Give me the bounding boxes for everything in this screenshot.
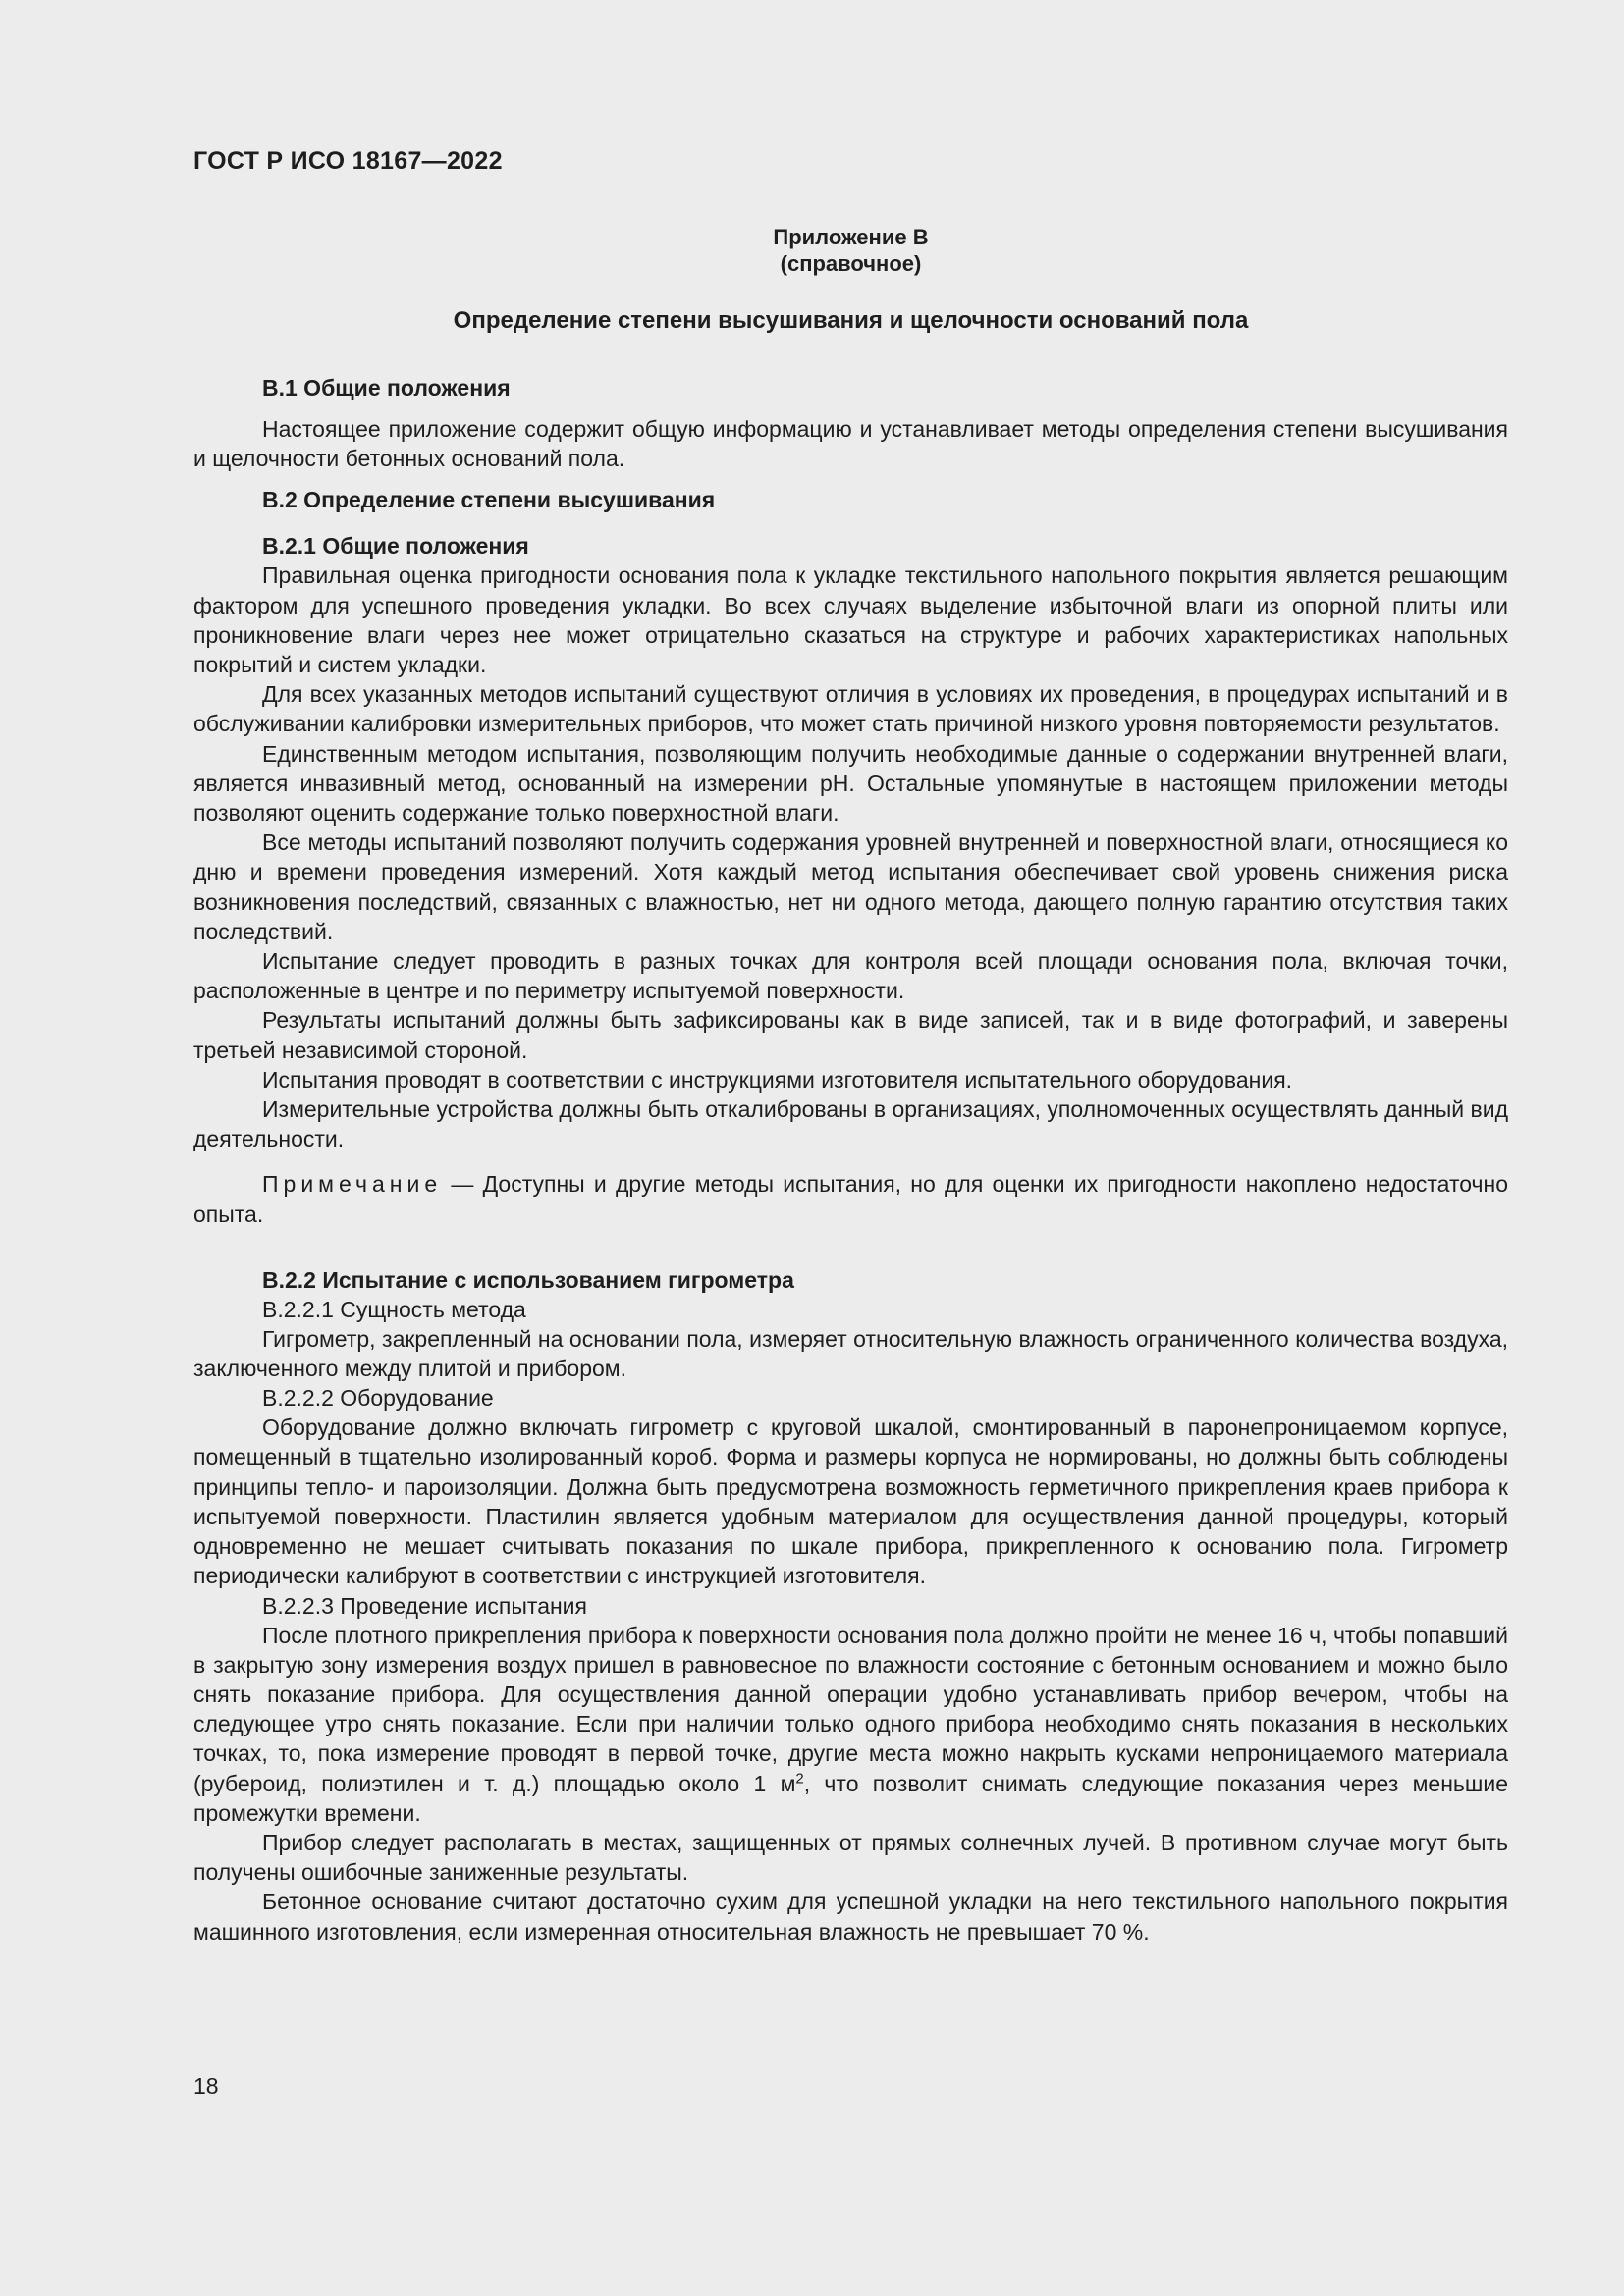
paragraph-part: , что позволит снимать следующие показания через меньшие промежутки времени. <box>193 1770 1509 1826</box>
paragraph: Правильная оценка пригодности основания пола к укладке текстильного напольного покрытия является решающим фактором для успешного проведения укладки. Во всех случаях выделение избыточной влаги из опорной плиты или проникновение влаги через нее может отрицательно сказаться на структуре и рабочих характеристиках напольных покрытий и систем укладки. <box>193 562 1508 678</box>
paragraph: Единственным методом испытания, позволяющим получить необходимые данные о содержании внутренней влаги, является инвазивный метод, основанный на измерении pH. Остальные упомянутые в настоящем приложении методы позволяют оценить содержание только поверхностной влаги. <box>193 740 1508 827</box>
note-text: Доступны и другие методы испытания, но для оценки их пригодности накоплено недостаточно опыта. <box>193 1171 1509 1227</box>
paragraph: Испытание следует проводить в разных точках для контроля всей площади основания пола, включая точки, расположенные в центре и по периметру испытуемой поверхности. <box>193 948 1508 1004</box>
note <box>193 1169 1508 1228</box>
paragraph: Для всех указанных методов испытаний существуют отличия в условиях их проведения, в процедурах испытаний и в обслуживании калибровки измерительных приборов, что может стать причиной низкого уровня повторяемости результатов. <box>193 681 1508 737</box>
section-b2-heading: В.2 Определение степени высушивания <box>262 487 716 513</box>
section-b223-heading: В.2.2.3 Проведение испытания <box>262 1592 587 1619</box>
section-b22-heading: В.2.2 Испытание с использованием гигрометра <box>262 1266 794 1293</box>
paragraph: Результаты испытаний должны быть зафиксированы как в виде записей, так и в виде фотографий, и заверены третьей независимой стороной. <box>193 1007 1508 1063</box>
appendix-type: (справочное) <box>780 251 922 276</box>
section-b222-heading: В.2.2.2 Оборудование <box>262 1385 494 1412</box>
appendix-title: Приложение В <box>773 225 929 249</box>
section-b1-heading: В.1 Общие положения <box>262 375 511 400</box>
paragraph: Оборудование должно включать гигрометр с круговой шкалой, смонтированный в паронепроницаемом корпусе, помещенный в тщательно изолированный короб. Форма и размеры корпуса не нормированы, но должны быть соблюдены принципы тепло- и пароизоляции. Должна быть предусмотрена возможность герметичного прикрепления краев прибора к испытуемой поверхности. Пластилин является удобным материалом для осуществления данной процедуры, который одновременно не мешает считывать показания по шкале прибора, прикрепленного к основанию пола. Гигрометр периодически калибруют в соответствии с инструкцией изготовителя. <box>193 1415 1508 1589</box>
appendix-heading: Определение степени высушивания и щелочности оснований пола <box>453 307 1249 334</box>
paragraph: Испытания проводят в соответствии с инструкциями изготовителя испытательного оборудования. <box>262 1066 1293 1093</box>
paragraph: Измерительные устройства должны быть откалиброваны в организациях, уполномоченных осуществлять данный вид деятельности. <box>193 1096 1508 1152</box>
document-code: ГОСТ Р ИСО 18167—2022 <box>193 147 503 175</box>
page-content <box>193 224 1508 1947</box>
section-b221-heading: В.2.2.1 Сущность метода <box>262 1296 526 1322</box>
section-b21-heading: В.2.1 Общие положения <box>262 533 529 560</box>
section-b1-text: Настоящее приложение содержит общую информацию и устанавливает методы определения степени высушивания и щелочности бетонных оснований пола. <box>193 416 1508 472</box>
paragraph: Все методы испытаний позволяют получить содержания уровней внутренней и поверхностной влаги, относящиеся ко дню и времени проведения измерений. Хотя каждый метод испытания обеспечивает свой уровень снижения риска возникновения последствий, связанных с влажностью, нет ни одного метода, дающего полную гарантию отсутствия таких последствий. <box>193 829 1508 944</box>
paragraph <box>193 1621 1508 1828</box>
note-dash: — <box>442 1171 483 1198</box>
paragraph: Гигрометр, закрепленный на основании пола, измеряет относительную влажность ограниченного количества воздуха, заключенного между плитой и прибором. <box>193 1325 1508 1382</box>
paragraph: Бетонное основание считают достаточно сухим для успешной укладки на него текстильного напольного покрытия машинного изготовления, если измеренная относительная влажность не превышает 70 %. <box>193 1889 1508 1945</box>
paragraph: Прибор следует располагать в местах, защищенных от прямых солнечных лучей. В противном случае могут быть получены ошибочные заниженные результаты. <box>193 1829 1508 1886</box>
superscript: 2 <box>795 1769 804 1787</box>
paragraph-part: После плотного прикрепления прибора к поверхности основания пола должно пройти не менее 16 ч, чтобы попавший в закрытую зону измерения воздух пришел в равновесное по влажности состояние с бетонным основанием и можно было снять показание прибора. Для осуществления данной операции удобно устанавливать прибор вечером, чтобы на следующее утро снять показание. Если при наличии только одного прибора необходимо снять показания в нескольких точках, то, пока измерение проводят в первой точке, другие места можно накрыть кусками непроницаемого материала (рубероид, полиэтилен и т. д.) площадью около 1 м <box>193 1622 1508 1796</box>
note-label: Примечание <box>262 1171 443 1198</box>
page-number: 18 <box>193 2073 219 2099</box>
